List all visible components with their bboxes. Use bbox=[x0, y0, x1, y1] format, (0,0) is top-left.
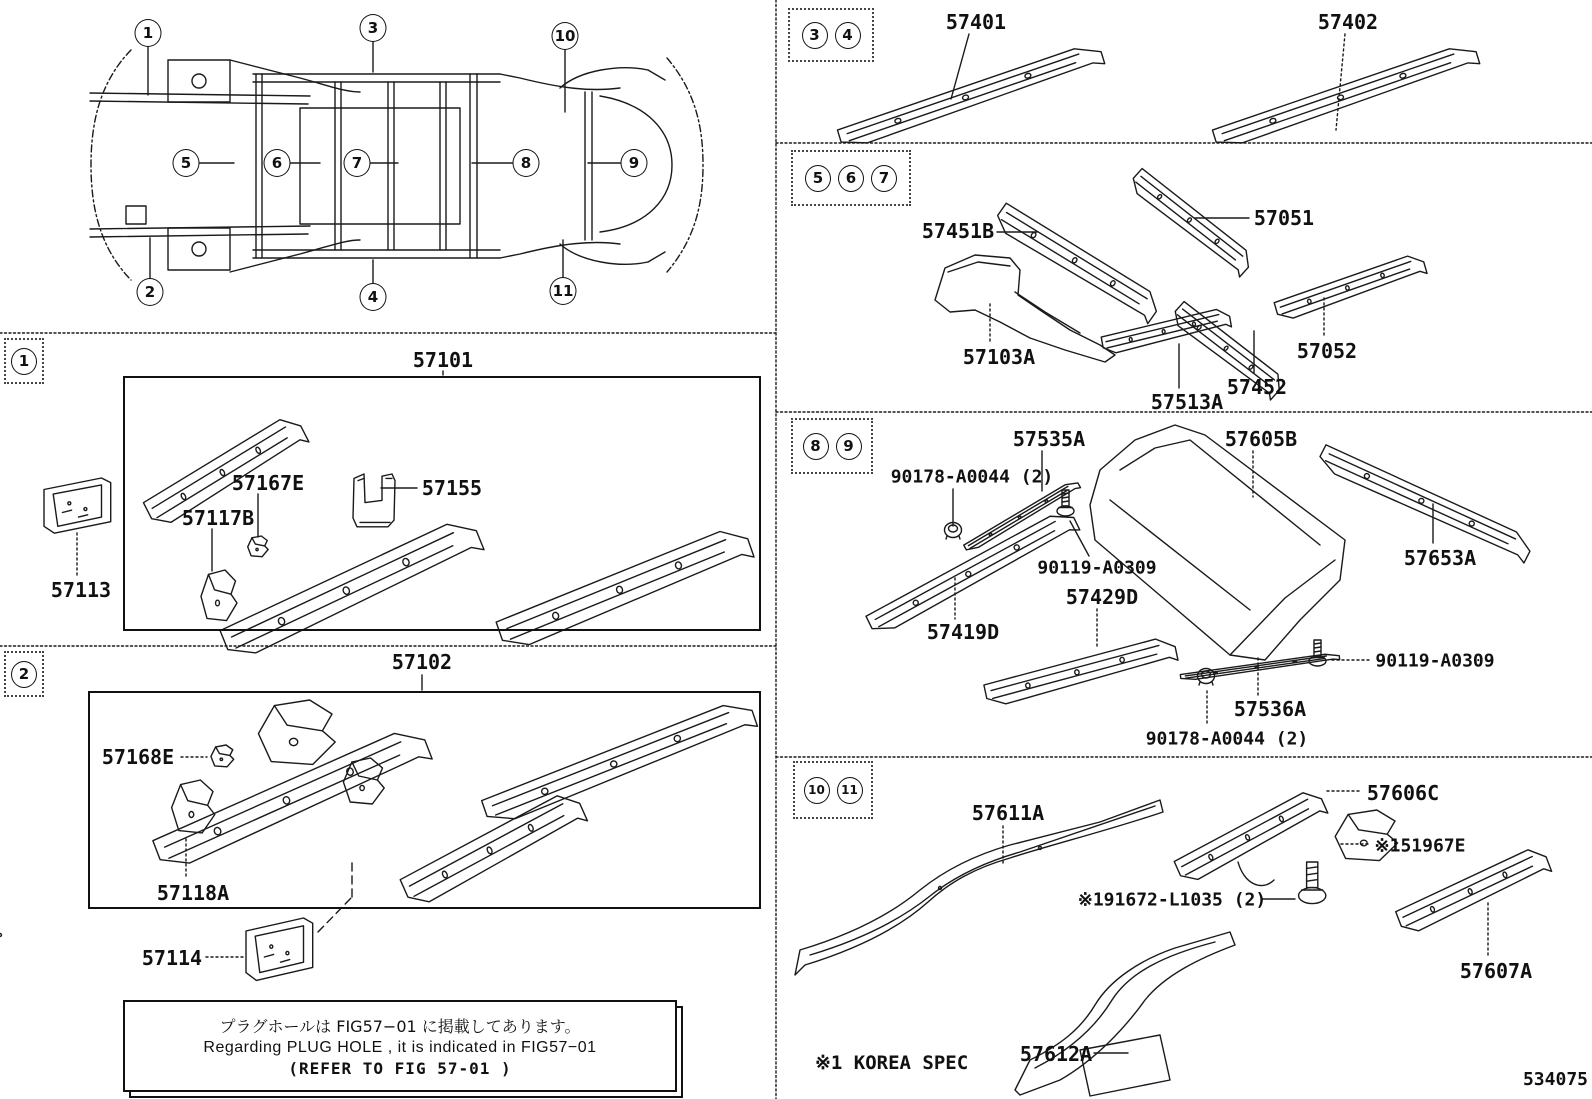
part-label-57605B: 57605B bbox=[1224, 427, 1298, 451]
part-label-57452: 57452 bbox=[1226, 375, 1288, 399]
section-89-marker bbox=[791, 418, 873, 474]
part-label-57168E: 57168E bbox=[101, 745, 175, 769]
part-label-51967E: ※151967E bbox=[1374, 835, 1466, 857]
part-label-57606C: 57606C bbox=[1366, 781, 1440, 805]
part-label-57653A: 57653A bbox=[1403, 546, 1477, 570]
part-label-90119-A0309-b: 90119-A0309 bbox=[1375, 650, 1495, 672]
note-line-reference: (REFER TO FIG 57-01 ) bbox=[288, 1059, 512, 1078]
part-label-57513A: 57513A bbox=[1150, 390, 1224, 414]
section-567-marker bbox=[791, 150, 911, 206]
part-drawings-section-34 bbox=[835, 42, 1482, 151]
part-label-191672-L1035: ※191672-L1035 (2) bbox=[1077, 889, 1267, 911]
car-callout-8: 8 bbox=[513, 149, 540, 177]
car-callout-9: 9 bbox=[621, 149, 648, 177]
part-label-57536A: 57536A bbox=[1233, 697, 1307, 721]
car-callout-6: 6 bbox=[264, 149, 291, 177]
assembly-box-57102 bbox=[88, 691, 761, 909]
section-34-marker bbox=[788, 8, 874, 62]
section-11-number: 11 bbox=[837, 777, 863, 804]
part-label-57535A: 57535A bbox=[1012, 427, 1086, 451]
part-label-57103A: 57103A bbox=[962, 345, 1036, 369]
part-label-57155: 57155 bbox=[421, 476, 483, 500]
car-callout-3: 3 bbox=[360, 14, 387, 42]
part-label-57113: 57113 bbox=[50, 578, 112, 602]
car-callout-4: 4 bbox=[360, 283, 387, 311]
section-10-number: 10 bbox=[804, 777, 830, 804]
part-label-57612A: 57612A bbox=[1019, 1042, 1093, 1066]
part-label-57101: 57101 bbox=[412, 348, 474, 372]
part-label-57114: 57114 bbox=[141, 946, 203, 970]
car-callout-1: 1 bbox=[135, 19, 162, 47]
plug-hole-note-box bbox=[123, 1000, 677, 1092]
car-callout-7: 7 bbox=[344, 149, 371, 177]
figure-code: 534075 bbox=[1522, 1069, 1588, 1090]
part-label-90119-A0309-a: 90119-A0309 bbox=[1037, 557, 1157, 579]
section-1-marker bbox=[4, 338, 44, 384]
section-2-marker bbox=[4, 651, 44, 697]
assembly-box-57101 bbox=[123, 376, 761, 631]
car-callout-5: 5 bbox=[173, 149, 200, 177]
section-1-number: 1 bbox=[11, 348, 37, 375]
part-label-57102: 57102 bbox=[391, 650, 453, 674]
part-label-57451B: 57451B bbox=[921, 219, 995, 243]
part-label-57117B: 57117B bbox=[181, 506, 255, 530]
section-4-number: 4 bbox=[835, 22, 861, 49]
note-line-japanese: プラグホールは FIG57−01 に掲載してあります。 bbox=[219, 1017, 581, 1036]
section-1011-marker bbox=[793, 761, 873, 819]
part-label-57402: 57402 bbox=[1317, 10, 1379, 34]
part-label-57052: 57052 bbox=[1296, 339, 1358, 363]
korea-spec-note: ※1 KOREA SPEC bbox=[815, 1052, 969, 1074]
car-callout-2: 2 bbox=[137, 278, 164, 306]
part-label-57419D: 57419D bbox=[926, 620, 1000, 644]
section-2-number: 2 bbox=[11, 661, 37, 688]
car-callout-10: 10 bbox=[552, 22, 579, 50]
section-8-number: 8 bbox=[803, 433, 829, 460]
part-label-57429D: 57429D bbox=[1065, 585, 1139, 609]
part-label-57167E: 57167E bbox=[231, 471, 305, 495]
part-label-90178-A0044-a: 90178-A0044 (2) bbox=[890, 466, 1054, 488]
section-5-number: 5 bbox=[805, 165, 831, 192]
part-label-57051: 57051 bbox=[1253, 206, 1315, 230]
section-6-number: 6 bbox=[838, 165, 864, 192]
part-label-57607A: 57607A bbox=[1459, 959, 1533, 983]
section-7-number: 7 bbox=[871, 165, 897, 192]
car-callout-11: 11 bbox=[550, 277, 577, 305]
part-label-57611A: 57611A bbox=[971, 801, 1045, 825]
section-9-number: 9 bbox=[836, 433, 862, 460]
section-3-number: 3 bbox=[802, 22, 828, 49]
part-label-57401: 57401 bbox=[945, 10, 1007, 34]
part-label-57118A: 57118A bbox=[156, 881, 230, 905]
part-label-90178-A0044-b: 90178-A0044 (2) bbox=[1145, 728, 1309, 750]
note-line-english: Regarding PLUG HOLE , it is indicated in FIG57−01 bbox=[203, 1039, 597, 1056]
